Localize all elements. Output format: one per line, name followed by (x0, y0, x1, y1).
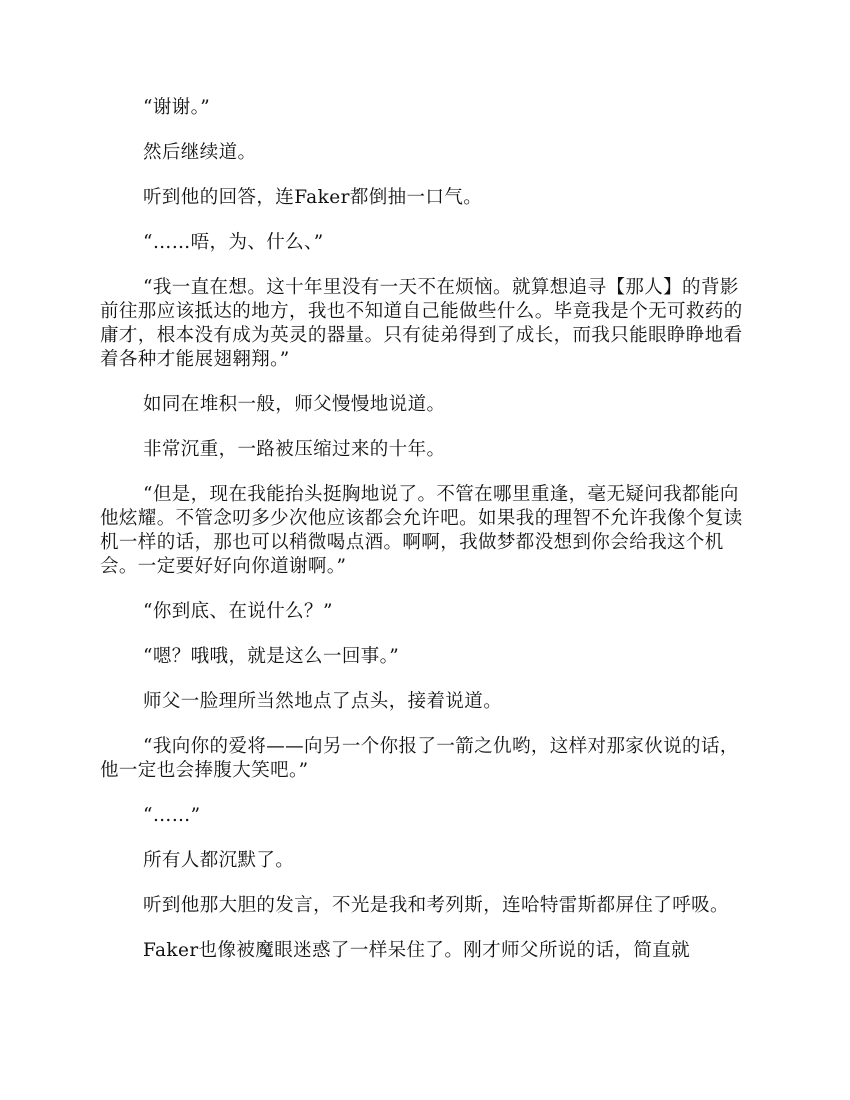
paragraph: “我向你的爱将——向另一个你报了一箭之仇哟，这样对那家伙说的话，他一定也会捧腹大笑吧。” (100, 736, 739, 781)
document-body (100, 96, 750, 984)
paragraph: 听到他那大胆的发言，不光是我和考列斯，连哈特雷斯都屏住了呼吸。 (143, 895, 729, 916)
paragraph: 所有人都沉默了。 (143, 850, 295, 871)
paragraph: 非常沉重，一路被压缩过来的十年。 (143, 439, 446, 460)
paragraph: “但是，现在我能抬头挺胸地说了。不管在哪里重逢，毫无疑问我都能向他炫耀。不管念叨多少次他应该都会允许吧。如果我的理智不允许我像个复读机一样的话，那也可以稍微喝点酒。啊啊，我做梦都没想到你会给我这个机会。一定要好好向你道谢啊。” (100, 484, 743, 577)
paragraph: “……唔，为、什么、” (143, 232, 324, 253)
paragraph: 听到他的回答，连Faker都倒抽一口气。 (143, 187, 483, 208)
paragraph: “我一直在想。这十年里没有一天不在烦恼。就算想追寻【那人】的背影前往那应该抵达的地方，我也不知道自己能做些什么。毕竟我是个无可救药的庸才，根本没有成为英灵的器量。只有徒弟得到了成长，而我只能眼睁睁地看着各种才能展翅翱翔。” (100, 277, 743, 370)
paragraph: “嗯？哦哦，就是这么一回事。” (143, 646, 400, 667)
paragraph: Faker也像被魔眼迷惑了一样呆住了。刚才师父所说的话，简直就 (143, 940, 691, 961)
paragraph: 如同在堆积一般，师父慢慢地说道。 (143, 394, 446, 415)
paragraph: “你到底、在说什么？” (143, 601, 333, 622)
paragraph: “……” (143, 805, 201, 826)
paragraph: 然后继续道。 (143, 142, 257, 163)
paragraph: 师父一脸理所当然地点了点头，接着说道。 (143, 691, 503, 712)
paragraph: “谢谢。” (143, 97, 211, 118)
